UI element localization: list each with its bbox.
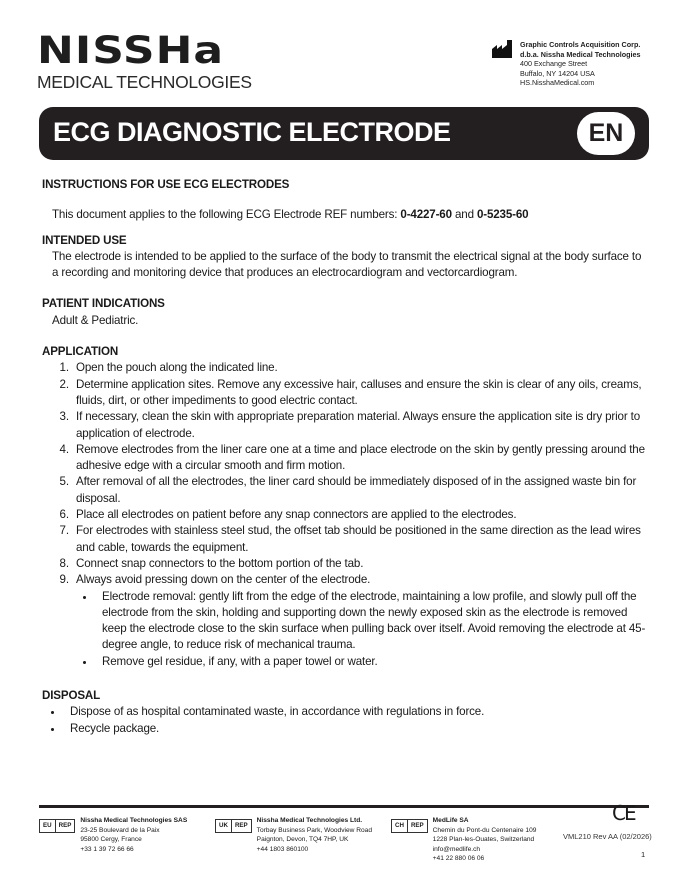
document-body (42, 177, 648, 737)
list-item: 2. Determine application sites. Remove any excessive hair, calluses and ensure the skin is clear of any oils, creams, fluids, dirt, or other impediments to good electric contact. (72, 377, 648, 410)
uk-rep-symbol: UK REP (215, 819, 252, 833)
ch-rep: CH REP MedLife SA Chemin du Pont-du Centenaire 109 1228 Plan-les-Ouates, Switzerland info@medlife.ch +41 22 880 06 06 (391, 816, 536, 864)
patient-indications-heading: PATIENT INDICATIONS (42, 297, 165, 311)
logo-subtitle: MEDICAL TECHNOLOGIES (37, 72, 252, 92)
intended-use-text: The electrode is intended to be applied to the surface of the body to transmit the electrical signal at the body surface to a recording and monitoring device that produces an electrocardiogram and vectorcardiogram. (52, 249, 642, 280)
manufacturer-info (492, 40, 641, 88)
list-item: 3. If necessary, clean the skin with appropriate preparation material. Always ensure the application site is dry prior to application of electrode. (72, 409, 648, 442)
list-item: 8. Connect snap connectors to the bottom portion of the tab. (72, 556, 648, 572)
logo-wordmark: NISSHa (37, 28, 225, 73)
page-number: 1 (641, 850, 646, 859)
disposal-list (42, 704, 648, 737)
list-item: 1. Open the pouch along the indicated line. (72, 360, 648, 376)
eu-rep: EU REP Nissha Medical Technologies SAS 23-25 Boulevard de la Paix 95800 Cergy, France +33 1 39 72 66 66 (39, 816, 187, 854)
application-steps (42, 360, 648, 670)
ch-rep-symbol: CH REP (391, 819, 428, 833)
applies-text: This document applies to the following ECG Electrode REF numbers: 0-4227-60 and 0-5235-60 (52, 208, 529, 222)
list-item: • Dispose of as hospital contaminated waste, in accordance with regulations in force. (64, 704, 648, 720)
list-item: 6. Place all electrodes on patient before any snap connectors are applied to the electrodes. (72, 507, 648, 523)
uk-rep: UK REP Nissha Medical Technologies Ltd. Torbay Business Park, Woodview Road Paignton, Devon, TQ4 7HP, UK +44 1803 860100 (215, 816, 372, 854)
manufacturer-website: HS.NisshaMedical.com (520, 78, 595, 88)
manufacturer-city: Buffalo, NY 14204 USA (520, 68, 595, 78)
patient-indications-text: Adult & Pediatric. (52, 313, 139, 327)
nissha-logo (37, 28, 252, 93)
footer-divider (39, 805, 649, 808)
title-banner (39, 107, 649, 160)
language-badge: EN (577, 112, 635, 155)
list-item: 5. After removal of all the electrodes, the liner card should be immediately disposed of in the assigned waste bin for disposal. (72, 474, 648, 507)
manufacturer-name: Graphic Controls Acquisition Corp. (520, 40, 641, 49)
manufacturer-dba: d.b.a. Nissha Medical Technologies (520, 49, 641, 59)
list-item: • Remove gel residue, if any, with a paper towel or water. (96, 654, 648, 670)
manufacturer-street: 400 Exchange Street (520, 59, 588, 69)
document-title: ECG DIAGNOSTIC ELECTRODE (53, 117, 451, 147)
manufacturer-factory-icon (492, 40, 516, 58)
list-item: • Electrode removal: gently lift from the edge of the electrode, maintaining a low profile, and slowly pull off the electrode from the skin, holding and supporting down the newly exposed skin as the electrode is removed keep the electrode close to the skin surface when pulling back over itself. Avoid removing the electrode at 45-degree angle, to reduce risk of mechanical trauma. (96, 589, 648, 654)
list-item: 4. Remove electrodes from the liner care one at a time and place electrode on the skin by gently pressing around the adhesive edge with a circular smooth and firm motion. (72, 442, 648, 475)
list-item: • Recycle package. (64, 721, 648, 737)
list-item: 7. For electrodes with stainless steel stud, the offset tab should be positioned in the same direction as the lead wires and cable, towards the equipment. (72, 523, 648, 556)
intended-use-heading: INTENDED USE (42, 233, 127, 247)
ce-mark: CE (612, 801, 635, 825)
application-heading: APPLICATION (42, 345, 119, 359)
eu-rep-symbol: EU REP (39, 819, 75, 833)
list-item: 9. Always avoid pressing down on the center of the electrode. • Electrode removal: gently lift from the edge of the electrode, maintaining a low profile, and slowly pull off the electrode from the skin, holding and supporting down the newly exposed skin as the electrode is removed keep the electrode close to the skin surface when pulling back over itself. Avoid removing the electrode at 45-degree angle, to reduce risk of mechanical trauma. • Remove gel residue, if any, with a paper towel or water. (72, 572, 648, 670)
removal-bullets (76, 589, 648, 670)
disposal-heading: DISPOSAL (42, 689, 101, 703)
document-id: VML210 Rev AA (02/2026) (563, 832, 652, 841)
ifu-heading: INSTRUCTIONS FOR USE ECG ELECTRODES (42, 178, 290, 191)
